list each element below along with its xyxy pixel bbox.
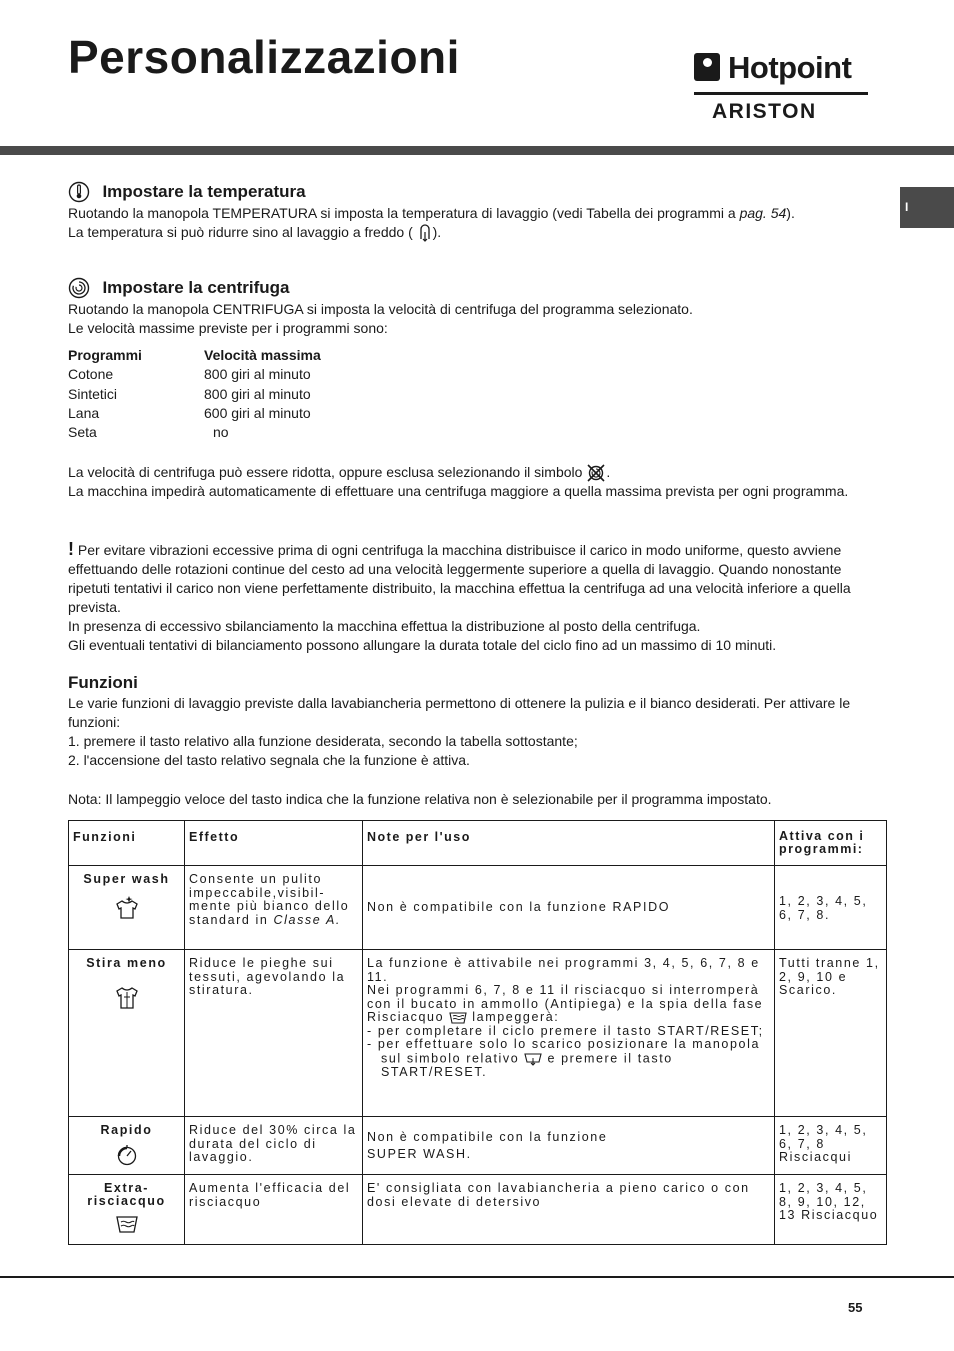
temperatura-line-2-b: ). — [432, 224, 442, 240]
effect-extra-risciacquo: Aumenta l'efficacia del risciacquo — [185, 1175, 363, 1245]
funzioni-intro — [68, 694, 868, 770]
temperatura-line-1-b: ). — [786, 205, 795, 221]
temperatura-line-2-a: La temperatura si può ridurre sino al lavaggio a freddo ( — [68, 224, 413, 240]
table-row — [68, 366, 321, 385]
effect-stira-meno: Riduce le pieghe sui tessuti, agevolando la stiratura. — [185, 950, 363, 1117]
speed-value: no — [213, 424, 229, 441]
table-row — [69, 1117, 887, 1175]
temperatura-line-1 — [68, 204, 868, 223]
no-spin-icon — [586, 464, 606, 482]
note-line: Non è compatibile con la funzione — [367, 1130, 608, 1144]
centrifuga-heading: Impostare la centrifuga — [102, 278, 290, 297]
temperatura-text — [68, 204, 868, 243]
table-row — [69, 866, 887, 950]
timer-icon — [116, 1144, 138, 1166]
shirt-icon — [115, 985, 139, 1011]
note-line: SUPER WASH. — [367, 1146, 472, 1161]
header-funzioni: Funzioni — [69, 821, 185, 866]
speed-program: Seta — [68, 424, 97, 441]
function-rapido — [69, 1117, 185, 1175]
logo-sub-text: ARISTON — [712, 100, 817, 123]
function-stira-meno — [69, 950, 185, 1117]
funzioni-heading: Funzioni — [68, 673, 138, 692]
note-line: La funzione è attivabile nei programmi 3, 4, 5, 6, 7, 8 e 11. — [367, 956, 760, 984]
warning-mark-icon: ! — [68, 539, 74, 559]
temperatura-heading-row — [68, 181, 306, 203]
temperatura-line-2 — [68, 223, 868, 243]
note-text: e premere il tasto START/RESET. — [381, 1050, 673, 1079]
temperatura-heading: Impostare la temperatura — [102, 182, 306, 201]
thermometer-icon — [68, 181, 90, 203]
header-programmi: Attiva con i programmi: — [775, 821, 887, 866]
speed-table-header — [68, 347, 321, 366]
table-row — [69, 950, 887, 1117]
centrifuga-notes — [68, 463, 868, 501]
speed-header-programmi: Programmi — [68, 347, 142, 363]
footer-divider — [0, 1276, 954, 1278]
table-row — [68, 386, 321, 405]
funzioni-step-1: 1. premere il tasto relativo alla funzione desiderata, secondo la tabella sottostante; — [68, 733, 578, 749]
function-super-wash — [69, 866, 185, 950]
logo-brand-text: Hotpoint — [728, 50, 852, 85]
header-effetto: Effetto — [185, 821, 363, 866]
programs-rapido: 1, 2, 3, 4, 5, 6, 7, 8 Risciacqui — [775, 1117, 887, 1175]
temperatura-line-1-a: Ruotando la manopola TEMPERATURA si imposta la temperatura di lavaggio (vedi Tabella dei programmi a — [68, 205, 740, 221]
funzioni-intro-text: Le varie funzioni di lavaggio previste dalla lavabiancheria permettono di ottenere la pulizia e il bianco desiderati. Per attivare le funzioni: — [68, 695, 851, 730]
shirt-sparkle-icon — [115, 895, 139, 921]
programs-stira-meno: Tutti tranne 1, 2, 9, 10 e Scarico. — [775, 950, 887, 1117]
auto-limit-text: La macchina impedirà automaticamente di effettuare una centrifuga maggiore a quella massima prevista per ogni programma. — [68, 483, 849, 500]
cold-wash-icon — [417, 223, 433, 243]
note-text: lampeggerà: — [472, 1010, 560, 1024]
function-name: Stira meno — [86, 956, 167, 970]
programs-extra-risciacquo: 1, 2, 3, 4, 5, 8, 9, 10, 12, 13 Risciacquo — [775, 1175, 887, 1245]
speed-value: 800 giri al minuto — [204, 366, 311, 383]
function-name: Rapido — [100, 1123, 153, 1137]
function-name: Extra-risciacquo — [87, 1181, 166, 1208]
note-stira-meno — [363, 950, 775, 1117]
language-side-tab — [900, 187, 954, 228]
speed-value: 600 giri al minuto — [204, 404, 311, 421]
functions-table — [68, 820, 887, 1245]
speed-header-velocita: Velocità massima — [204, 347, 321, 363]
note-extra-risciacquo: E' consigliata con lavabiancheria a pieno carico o con dosi elevate di detersivo — [363, 1175, 775, 1245]
reduce-line: La velocità di centrifuga può essere ridotta, oppure esclusa selezionando il simbolo . — [68, 463, 868, 482]
header-divider-bar — [0, 146, 954, 155]
page-title: Personalizzazioni — [68, 31, 460, 83]
centrifuga-intro — [68, 300, 868, 338]
speed-table — [68, 347, 321, 443]
side-tab-label: I — [905, 200, 909, 214]
centrifuga-heading-row — [68, 277, 290, 299]
reduce-line-text: La velocità di centrifuga può essere ridotta, oppure esclusa selezionando il simbolo — [68, 464, 583, 480]
balancing-warning — [68, 540, 868, 655]
effect-class: Classe A. — [273, 912, 341, 927]
note-text: Nei programmi 6, 7, 8 e 11 il risciacquo si interromperà con il bucato in ammollo (Antipiega) e la spia della fase Risciacquo — [367, 983, 764, 1024]
warning-paragraph-1 — [68, 540, 868, 617]
effect-rapido: Riduce del 30% circa la durata del ciclo di lavaggio. — [185, 1117, 363, 1175]
note-super-wash: Non è compatibile con la funzione RAPIDO — [363, 866, 775, 950]
page-reference: pag. 54 — [739, 205, 787, 221]
table-row — [68, 424, 321, 443]
spin-icon — [68, 277, 90, 299]
funzioni-note: Nota: Il lampeggio veloce del tasto indica che la funzione relativa non è selezionabile per il programma impostato. — [68, 791, 772, 807]
speed-program: Cotone — [68, 366, 114, 383]
table-row — [69, 1175, 887, 1245]
note-text: - per effettuare solo lo scarico posizionare la manopola sul simbolo relativo — [367, 1037, 761, 1065]
page-number: 55 — [848, 1300, 863, 1315]
effect-text: Consente un pulito impeccabile,visibil-mente più bianco dello standard in — [189, 872, 350, 927]
note-line — [367, 1038, 770, 1079]
function-name: Super wash — [83, 872, 170, 886]
header-note: Note per l'uso — [363, 821, 775, 866]
speed-value: 800 giri al minuto — [204, 385, 311, 402]
warning-paragraph-2: In presenza di eccessivo sbilanciamento la macchina effettua la distribuzione al posto della centrifuga. — [68, 618, 701, 634]
logo-divider — [694, 92, 868, 95]
warning-text-1: Per evitare vibrazioni eccessive prima di ogni centrifuga la macchina distribuisce il carico in modo uniforme, questo avviene effettuando delle rotazioni continue del cesto ad una velocità leggermente superiore a quella di lavaggio. Quando nonostante ripetuti tentativi il carico non viene perfettamente distribuito, la macchina effettua la centrifuga ad una velocità inferiore a quella prevista. — [68, 542, 851, 615]
speed-program: Lana — [68, 404, 100, 421]
function-extra-risciacquo — [69, 1175, 185, 1245]
centrifuga-line-2: Le velocità massime previste per i programmi sono: — [68, 320, 388, 336]
table-row — [68, 405, 321, 424]
effect-super-wash — [185, 866, 363, 950]
funzioni-step-2: 2. l'accensione del tasto relativo segnala che la funzione è attiva. — [68, 752, 470, 768]
speed-program: Sintetici — [68, 385, 118, 402]
logo-mark-icon — [694, 53, 720, 81]
hotpoint-ariston-logo — [694, 50, 868, 125]
centrifuga-line-1: Ruotando la manopola CENTRIFUGA si imposta la velocità di centrifuga del programma selezionato. — [68, 301, 693, 317]
drain-icon — [524, 1052, 542, 1066]
functions-table-header — [69, 821, 887, 866]
note-rapido — [363, 1117, 775, 1175]
rinse-icon — [449, 1011, 467, 1024]
warning-paragraph-3: Gli eventuali tentativi di bilanciamento possono allungare la durata totale del ciclo fino ad un massimo di 10 minuti. — [68, 637, 777, 653]
note-line: - per completare il ciclo premere il tasto START/RESET; — [367, 1023, 764, 1038]
programs-super-wash: 1, 2, 3, 4, 5, 6, 7, 8. — [775, 866, 887, 950]
rinse-tub-icon — [116, 1215, 138, 1233]
note-line — [367, 984, 770, 1025]
